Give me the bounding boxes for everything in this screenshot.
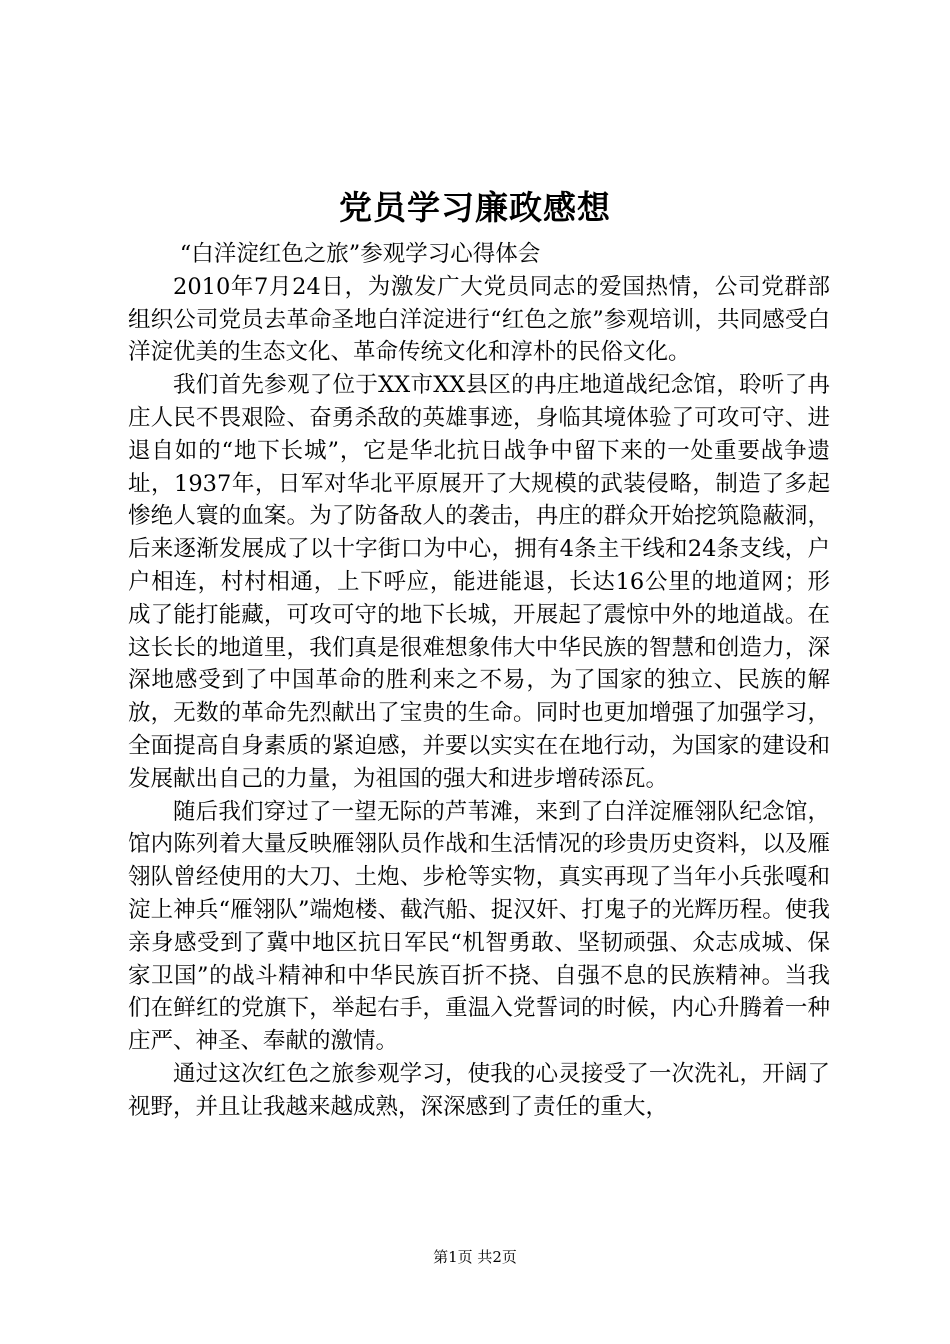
page-number-footer: 第1页 共2页 [433,1248,517,1266]
paragraph-1: 2010年7月24日，为激发广大党员同志的爱国热情，公司党群部组织公司党员去革命圣地白洋淀进行“红色之旅”参观培训，共同感受白洋淀优美的生态文化、革命传统文化和淳朴的民俗文化。 [128,273,830,366]
paragraph-2: 我们首先参观了位于XX市XX县区的冉庄地道战纪念馆，聆听了冉庄人民不畏艰险、奋勇杀敌的英雄事迹，身临其境体验了可攻可守、进退自如的“地下长城”，它是华北抗日战争中留下来的一处重要战争遗址，1937年，日军对华北平原展开了大规模的武装侵略，制造了多起惨绝人寰的血案。为了防备敌人的袭击，冉庄的群众开始挖筑隐蔽洞，后来逐渐发展成了以十字街口为中心，拥有4条主干线和24条支线，户户相连，村村相通，上下呼应，能进能退，长达16公里的地道网；形成了能打能藏，可攻可守的地下长城，开展起了震惊中外的地道战。在这长长的地道里，我们真是很难想象伟大中华民族的智慧和创造力，深深地感受到了中国革命的胜利来之不易，为了国家的独立、民族的解放，无数的革命先烈献出了宝贵的生命。同时也更加增强了加强学习，全面提高自身素质的紧迫感，并要以实实在在地行动，为国家的建设和发展献出自己的力量，为祖国的强大和进步增砖添瓦。 [128,372,830,792]
document-subtitle: “白洋淀红色之旅”参观学习心得体会 [179,241,541,267]
document-body [128,238,830,1124]
paragraph-3: 随后我们穿过了一望无际的芦苇滩，来到了白洋淀雁翎队纪念馆，馆内陈列着大量反映雁翎队员作战和生活情况的珍贵历史资料，以及雁翎队曾经使用的大刀、土炮、步枪等实物，真实再现了当年小兵张嘎和淀上神兵“雁翎队”端炮楼、截汽船、捉汉奸、打鬼子的光辉历程。使我亲身感受到了冀中地区抗日军民“机智勇敢、坚韧顽强、众志成城、保家卫国”的战斗精神和中华民族百折不挠、自强不息的民族精神。当我们在鲜红的党旗下，举起右手，重温入党誓词的时候，内心升腾着一种庄严、神圣、奉献的激情。 [128,798,830,1055]
document-title: 党员学习廉政感想 [339,188,611,227]
paragraph-4: 通过这次红色之旅参观学习，使我的心灵接受了一次洗礼，开阔了视野，并且让我越来越成熟，深深感到了责任的重大， [128,1060,830,1120]
